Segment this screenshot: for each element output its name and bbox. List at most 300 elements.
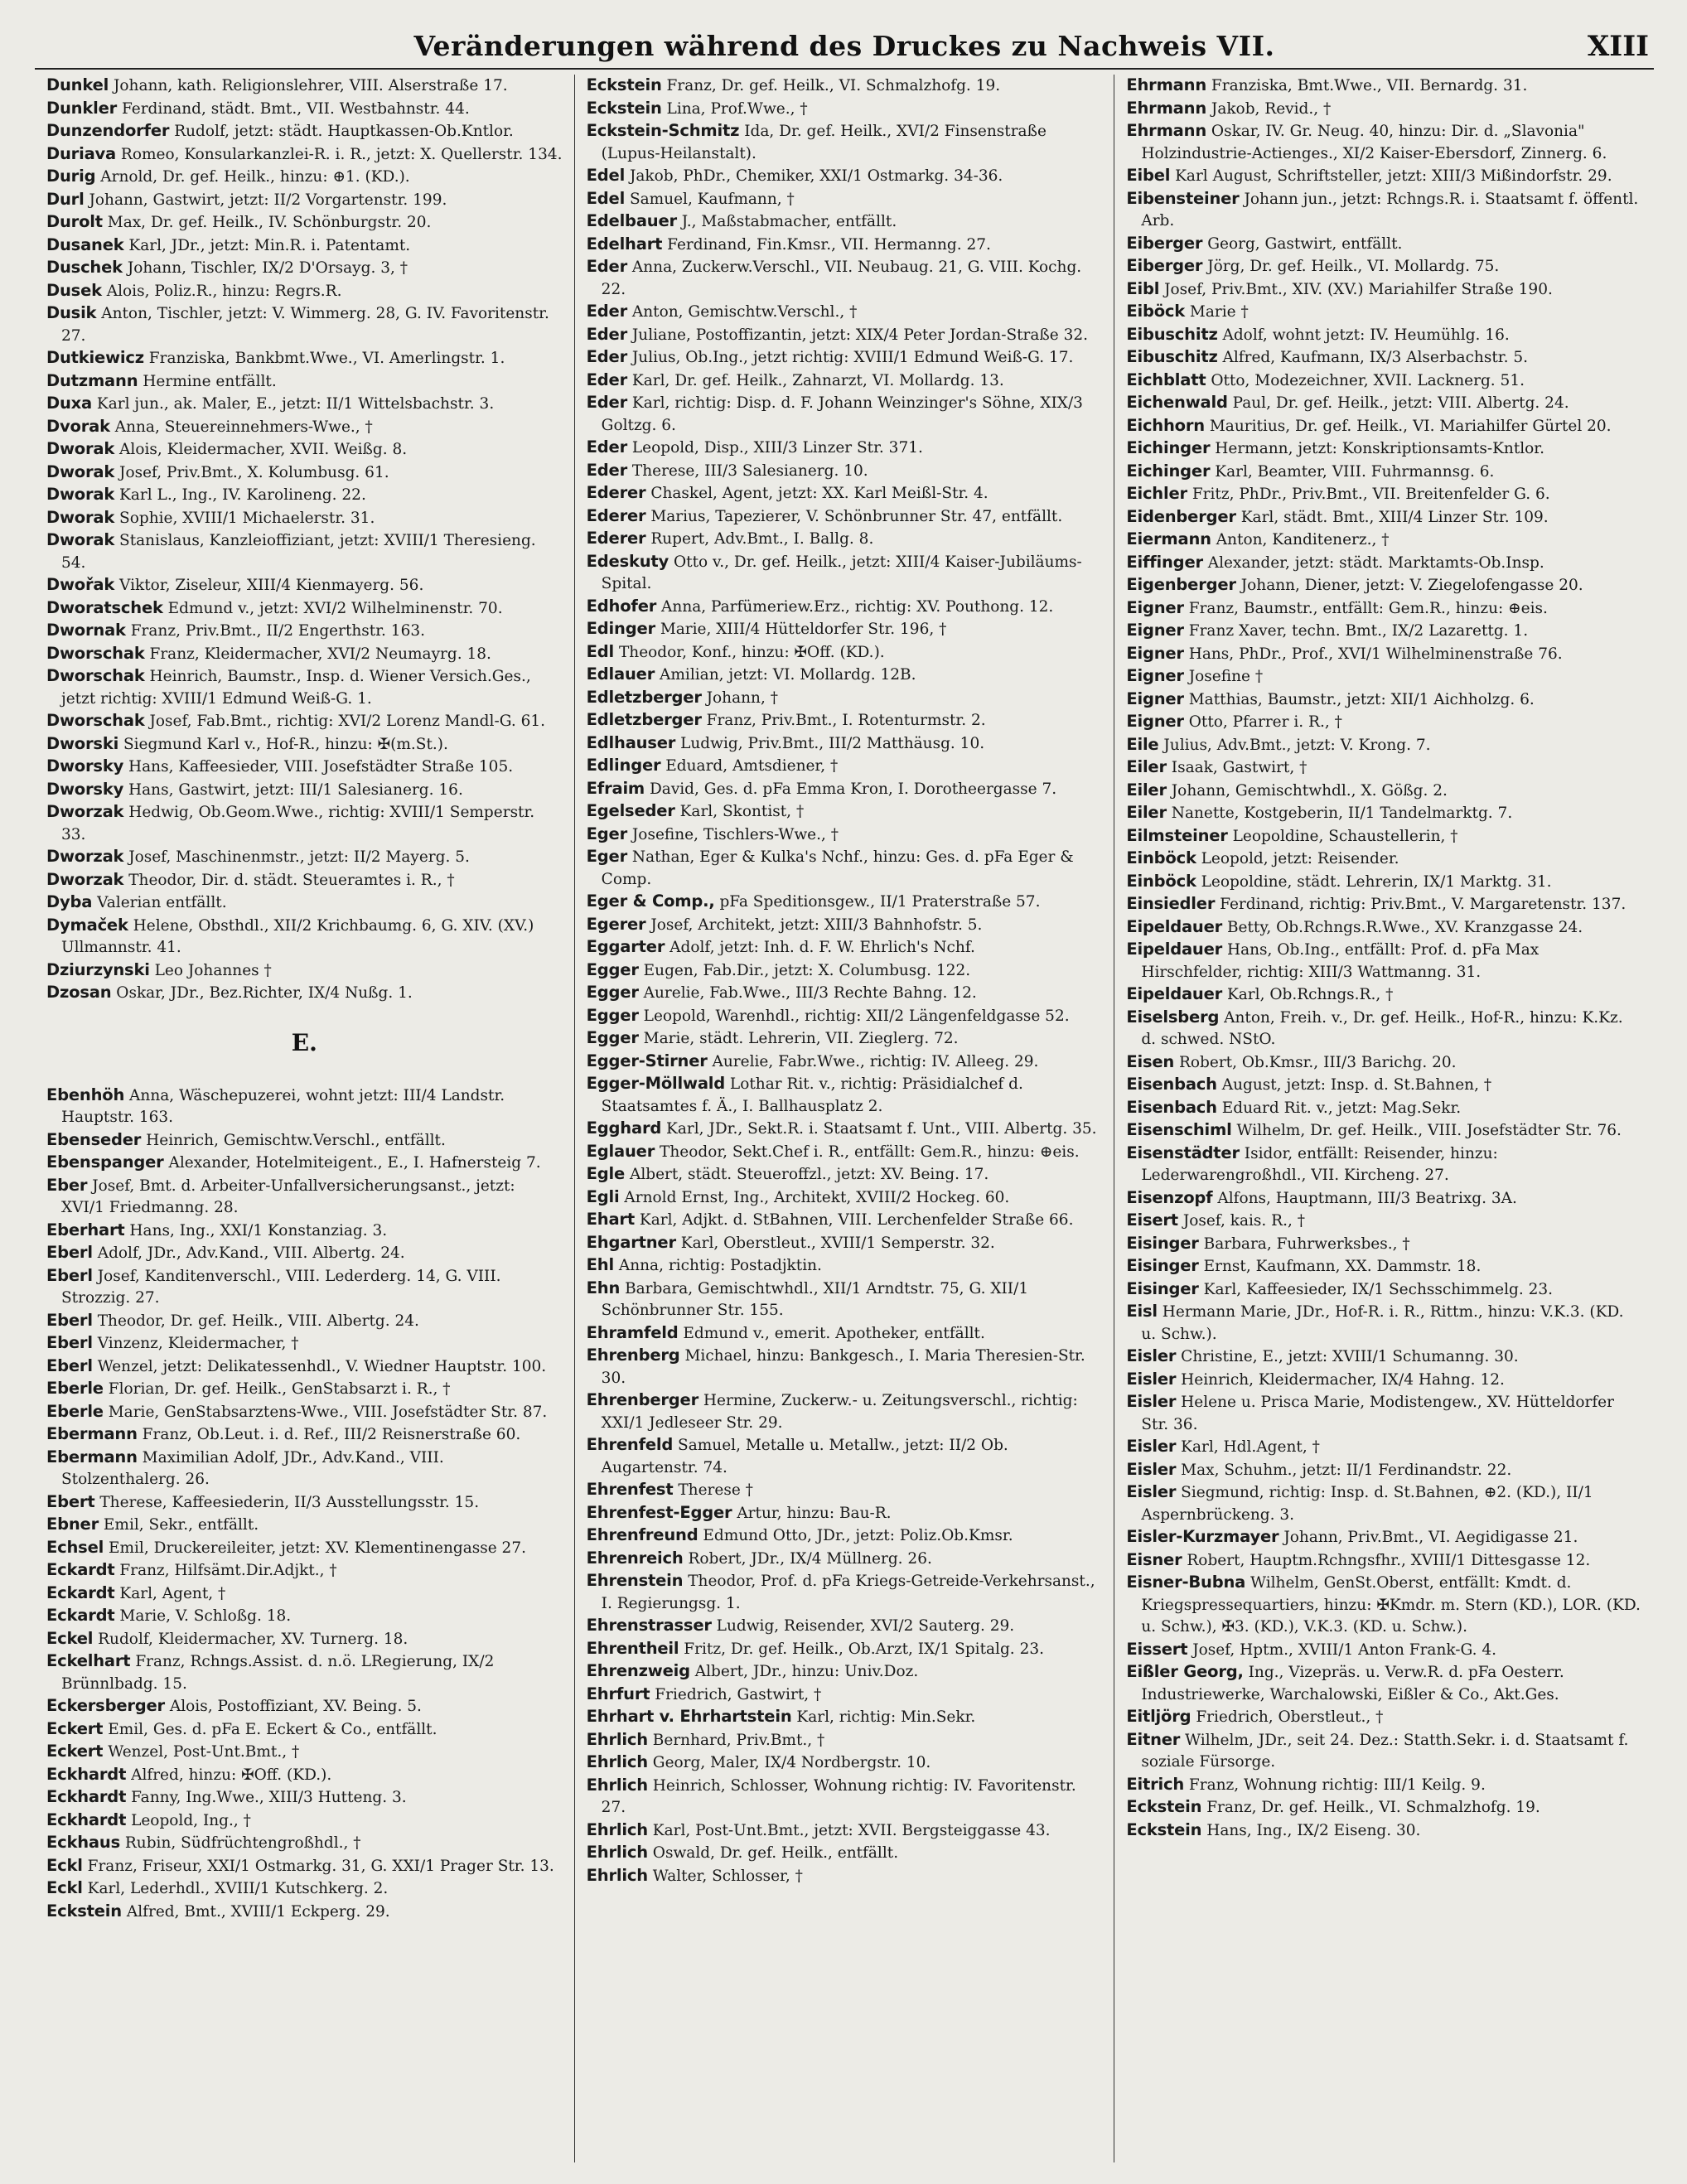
entry-name: Egger <box>586 1028 639 1047</box>
entry-name: Eisinger <box>1126 1278 1199 1298</box>
entry-text: Johann, † <box>706 689 778 707</box>
entry-text: Ludwig, Priv.Bmt., III/2 Matthäusg. 10. <box>680 734 985 752</box>
directory-entry <box>46 1559 563 1582</box>
entry-name: Durl <box>46 189 85 209</box>
directory-entry <box>46 1310 563 1333</box>
entry-text: Ferdinand, richtig: Priv.Bmt., V. Margaretenstr. 137. <box>1220 896 1627 913</box>
entry-name: Eckardt <box>46 1582 115 1602</box>
entry-name: Ehrfurt <box>586 1684 650 1703</box>
directory-entry <box>1126 1729 1642 1774</box>
entry-name: Eglauer <box>586 1141 655 1161</box>
directory-entry <box>46 779 563 802</box>
entry-text: Karl, Adjkt. d. StBahnen, VIII. Lerchenfelder Straße 66. <box>639 1211 1074 1229</box>
directory-entry <box>587 75 1103 98</box>
entry-name: Edeskuty <box>586 551 669 571</box>
directory-entry <box>1126 233 1642 256</box>
entry-text: Alexander, jetzt: städt. Marktamts-Ob.Insp. <box>1207 553 1544 572</box>
entry-name: Eiermann <box>1126 529 1211 548</box>
entry-name: Eiler <box>1126 803 1167 822</box>
directory-entry <box>1126 574 1642 597</box>
entry-name: Egle <box>586 1164 626 1183</box>
directory-entry <box>46 1786 563 1810</box>
entry-text: Franz, Dr. gef. Heilk., VI. Schmalzhofg. 19. <box>666 77 1001 94</box>
directory-entry <box>1126 780 1642 803</box>
page-header <box>35 28 1654 70</box>
entry-text: Ludwig, Reisender, XVI/2 Sauterg. 29. <box>716 1617 1015 1635</box>
entry-text: Marie, städt. Lehrerin, VII. Zieglerg. 72. <box>643 1030 959 1047</box>
entry-name: Eger <box>586 824 627 843</box>
directory-entry <box>587 1865 1103 1888</box>
entry-name: Eckert <box>46 1742 104 1761</box>
column-3 <box>1114 75 1654 2162</box>
entry-name: Eiffinger <box>1126 552 1203 572</box>
entry-text: Robert, JDr., IX/4 Müllnerg. 26. <box>688 1549 932 1568</box>
entry-name: Ehrenzweig <box>586 1661 690 1680</box>
entry-name: Duxa <box>46 394 93 413</box>
directory-entry <box>587 1073 1103 1118</box>
entry-name: Eisler <box>1126 1482 1177 1501</box>
entry-name: Eckert <box>46 1718 104 1738</box>
entry-name: Eißler Georg, <box>1126 1662 1244 1681</box>
directory-entry <box>1126 1526 1642 1549</box>
directory-entry <box>1126 916 1642 940</box>
directory-entry <box>1126 255 1642 278</box>
directory-entry <box>1126 1706 1642 1729</box>
entry-name: Einböck <box>1126 848 1196 867</box>
directory-entry <box>587 1775 1103 1819</box>
entry-text: Karl, JDr., jetzt: Min.R. i. Patentamt. <box>128 236 411 254</box>
entry-name: Eisinger <box>1126 1256 1199 1275</box>
entry-text: Wilhelm, Dr. gef. Heilk., VIII. Josefstädter Str. 76. <box>1236 1122 1622 1139</box>
column-2 <box>574 75 1114 2162</box>
entry-text: Hans, Ob.Ing., entfällt: Prof. d. pFa Max Hirschfelder, richtig: XIII/3 Wattmanng. 31. <box>1141 941 1540 981</box>
directory-entry <box>587 1548 1103 1571</box>
entry-name: Eilmsteiner <box>1126 825 1228 845</box>
directory-entry <box>46 280 563 303</box>
entry-name: Eder <box>586 302 627 321</box>
directory-entry <box>1126 1391 1642 1436</box>
entry-text: Helene, Obsthdl., XII/2 Krichbaumg. 6, G. XIV. (XV.) Ullmannstr. 41. <box>61 916 534 956</box>
directory-entry <box>587 346 1103 370</box>
entry-name: Durolt <box>46 212 103 231</box>
entry-name: Eiselsberg <box>1126 1007 1220 1027</box>
directory-entry <box>46 620 563 643</box>
directory-entry <box>46 733 563 756</box>
entry-name: Eibl <box>1126 278 1160 298</box>
directory-entry <box>46 1877 563 1901</box>
entry-text: Alois, Postoffiziant, XV. Being. 5. <box>169 1698 422 1715</box>
entry-name: Eisler <box>1126 1392 1177 1411</box>
entry-text: Karl L., Ing., IV. Karolineng. 22. <box>119 486 366 504</box>
entry-name: Dwořak <box>46 575 115 594</box>
entry-text: Wenzel, Post-Unt.Bmt., † <box>108 1743 300 1761</box>
entry-text: Alfred, Bmt., XVIII/1 Eckperg. 29. <box>126 1902 390 1921</box>
entry-text: Nathan, Eger & Kulka's Nchf., hinzu: Ges. d. pFa Eger & Comp. <box>601 848 1074 888</box>
entry-text: David, Ges. d. pFa Emma Kron, I. Dorotheergasse 7. <box>649 780 1057 798</box>
entry-text: Theodor, Prof. d. pFa Kriegs-Getreide-Verkehrsanst., I. Regierungsg. 1. <box>601 1573 1095 1612</box>
entry-name: Ehrenfreund <box>586 1525 698 1544</box>
directory-entry <box>1126 301 1642 324</box>
directory-entry <box>587 1118 1103 1141</box>
directory-entry <box>46 98 563 121</box>
entry-text: Josef, Hptm., XVIII/1 Anton Frank-G. 4. <box>1192 1640 1497 1659</box>
directory-entry <box>587 234 1103 257</box>
entry-text: Edmund Otto, JDr., jetzt: Poliz.Ob.Kmsr. <box>703 1527 1013 1544</box>
entry-text: August, jetzt: Insp. d. St.Bahnen, † <box>1221 1076 1492 1094</box>
entry-name: Eder <box>586 370 627 389</box>
directory-entry <box>46 597 563 621</box>
entry-name: Eckhaus <box>46 1833 120 1852</box>
directory-entry <box>1126 1007 1642 1051</box>
directory-entry <box>46 1514 563 1537</box>
entry-name: Ebert <box>46 1491 95 1511</box>
entry-text: Marie, GenStabsarztens-Wwe., VIII. Josefstädter Str. 87. <box>108 1403 548 1421</box>
entry-text: Franz, Priv.Bmt., II/2 Engerthstr. 163. <box>130 622 426 640</box>
entry-name: Eichinger <box>1126 461 1211 481</box>
entry-name: Eidenberger <box>1126 506 1236 526</box>
directory-entry <box>587 1051 1103 1074</box>
directory-entry <box>587 98 1103 121</box>
directory-entry <box>46 1605 563 1628</box>
entry-text: Albert, städt. Steueroffzl., jetzt: XV. Being. 17. <box>629 1166 989 1183</box>
directory-entry <box>587 1615 1103 1638</box>
entry-text: Paul, Dr. gef. Heilk., jetzt: VIII. Albertg. 24. <box>1232 394 1569 412</box>
entry-name: Eckhardt <box>46 1810 127 1829</box>
entry-text: Samuel, Kaufmann, † <box>629 190 795 208</box>
section-heading: E. <box>291 1028 317 1056</box>
directory-entry <box>1126 1143 1642 1187</box>
directory-entry <box>1126 1187 1642 1210</box>
entry-name: Eggarter <box>586 937 665 956</box>
directory-entry <box>587 778 1103 801</box>
directory-entry <box>587 687 1103 710</box>
entry-text: Heinrich, Gemischtw.Verschl., entfällt. <box>146 1131 446 1149</box>
entry-text: Franz, Wohnung richtig: III/1 Keilg. 9. <box>1188 1776 1486 1794</box>
directory-entry <box>46 1491 563 1515</box>
entry-name: Ederer <box>586 505 646 525</box>
directory-entry <box>587 324 1103 347</box>
entry-name: Dworak <box>46 485 115 504</box>
entry-text: Anton, Kanditenerz., † <box>1216 531 1390 548</box>
entry-name: Dworzak <box>46 802 124 821</box>
entry-text: Karl, Agent, † <box>119 1584 226 1602</box>
entry-text: Michael, hinzu: Bankgesch., I. Maria Theresien-Str. 30. <box>601 1347 1085 1387</box>
entry-text: Josef, Priv.Bmt., X. Kolumbusg. 61. <box>119 463 389 481</box>
entry-text: Oskar, JDr., Bez.Richter, IX/4 Nußg. 1. <box>116 984 413 1002</box>
entry-text: Artur, hinzu: Bau-R. <box>737 1504 892 1522</box>
entry-name: Ederer <box>586 483 646 502</box>
entry-text: Karl jun., ak. Maler, E., jetzt: II/1 Wittelsbachstr. 3. <box>96 395 495 413</box>
directory-entry <box>46 982 563 1005</box>
entry-text: Franz Xaver, techn. Bmt., IX/2 Lazarettg. 1. <box>1188 622 1529 640</box>
entry-name: Dworsky <box>46 756 124 776</box>
directory-entry <box>46 1764 563 1787</box>
entry-text: Romeo, Konsularkanzlei-R. i. R., jetzt: X. Quellerstr. 134. <box>120 145 563 163</box>
entry-name: Egger <box>586 983 639 1002</box>
entry-text: Alois, Kleidermacher, XVII. Weißg. 8. <box>119 441 408 458</box>
entry-text: Karl, richtig: Disp. d. F. Johann Weinzinger's Söhne, XIX/3 Goltzg. 6. <box>601 394 1083 434</box>
entry-name: Eisner-Bubna <box>1126 1573 1246 1592</box>
directory-entry <box>587 1322 1103 1346</box>
directory-entry <box>587 914 1103 937</box>
directory-entry <box>46 1901 563 1924</box>
entry-text: Albert, JDr., hinzu: Univ.Doz. <box>694 1663 919 1680</box>
directory-entry <box>46 1175 563 1220</box>
directory-entry <box>587 1479 1103 1502</box>
entry-name: Duriava <box>46 143 116 163</box>
entry-text: Adolf, wohnt jetzt: IV. Heumühlg. 16. <box>1222 326 1510 344</box>
directory-entry <box>1126 75 1642 98</box>
directory-entry <box>587 641 1103 664</box>
entry-name: Efraim <box>586 778 645 798</box>
directory-entry <box>587 1706 1103 1729</box>
entry-text: Nanette, Kostgeberin, II/1 Tandelmarktg. 7. <box>1171 805 1513 822</box>
directory-entry <box>1126 802 1642 825</box>
entry-name: Eisl <box>1126 1302 1158 1321</box>
entry-text: Eduard Rit. v., jetzt: Mag.Sekr. <box>1221 1099 1462 1117</box>
entry-text: Josef, Architekt, jetzt: XIII/3 Bahnhofstr. 5. <box>650 916 983 934</box>
entry-name: Eberhart <box>46 1220 125 1239</box>
entry-name: Dziurzynski <box>46 959 150 979</box>
directory-entry <box>1126 689 1642 712</box>
directory-entry <box>1126 188 1642 233</box>
entry-name: Dworschak <box>46 643 145 663</box>
entry-name: Eigner <box>1126 643 1184 663</box>
entry-name: Ehrenfest-Egger <box>586 1502 732 1522</box>
entry-text: Theodor, Dir. d. städt. Steueramtes i. R., † <box>128 871 455 889</box>
directory-entry <box>46 1695 563 1718</box>
directory-entry <box>1126 871 1642 894</box>
entry-name: Eichblatt <box>1126 370 1206 389</box>
entry-name: Eisner <box>1126 1549 1182 1569</box>
entry-name: Ehgartner <box>586 1232 676 1252</box>
directory-entry <box>1126 324 1642 347</box>
entry-text: Anna, Steuereinnehmers-Wwe., † <box>114 418 373 436</box>
entry-name: Einsiedler <box>1126 894 1216 913</box>
directory-entry <box>1126 461 1642 484</box>
entry-name: Eiberger <box>1126 233 1203 253</box>
entry-name: Ehrenberg <box>586 1346 680 1365</box>
entry-text: Josef, Fab.Bmt., richtig: XVI/2 Lorenz Mandl-G. 61. <box>149 713 545 730</box>
entry-text: Barbara, Fuhrwerksbes., † <box>1203 1235 1410 1253</box>
entry-name: Eisler <box>1126 1369 1177 1389</box>
entry-text: Franz, Rchngs.Assist. d. n.ö. LRegierung, IX/2 Brünnlbadg. 15. <box>61 1653 495 1693</box>
entry-name: Ehrmann <box>1126 121 1207 140</box>
directory-entry <box>46 665 563 710</box>
entry-name: Ebermann <box>46 1424 138 1443</box>
directory-entry <box>587 596 1103 619</box>
entry-text: Alois, Poliz.R., hinzu: Regrs.R. <box>106 282 342 300</box>
entry-name: Edlinger <box>586 756 661 775</box>
entry-name: Dzosan <box>46 983 112 1002</box>
directory-entry <box>46 507 563 530</box>
entry-text: Otto, Pfarrer i. R., † <box>1188 713 1342 731</box>
entry-text: Hermine, Zuckerw.- u. Zeitungsverschl., richtig: XXI/1 Jedleseer Str. 29. <box>601 1392 1078 1432</box>
entry-name: Edel <box>586 166 626 185</box>
directory-entry <box>587 482 1103 505</box>
entry-text: Viktor, Ziseleur, XIII/4 Kienmayerg. 56. <box>119 577 424 594</box>
entry-name: Eckardt <box>46 1606 115 1625</box>
entry-name: Ebner <box>46 1515 99 1534</box>
directory-entry <box>587 1278 1103 1322</box>
entry-text: Georg, Maler, IX/4 Nordbergstr. 10. <box>652 1754 931 1771</box>
directory-entry <box>46 1423 563 1447</box>
entry-name: Eissert <box>1126 1639 1188 1659</box>
entry-name: Eder <box>586 460 627 480</box>
entry-name: Ehrmann <box>1126 98 1207 118</box>
entry-name: Egger <box>586 1005 639 1025</box>
entry-name: Dvorak <box>46 416 110 436</box>
entry-name: Ederer <box>586 529 646 548</box>
directory-entry <box>587 732 1103 756</box>
entry-text: Jakob, Revid., † <box>1211 99 1332 118</box>
entry-text: Lothar Rit. v., richtig: Präsidialchef d. Staatsamtes f. Ä., I. Ballhausplatz 2. <box>601 1075 1023 1115</box>
directory-entry <box>1126 1774 1642 1797</box>
entry-name: Egger-Möllwald <box>586 1074 726 1093</box>
entry-name: Ehn <box>586 1278 621 1297</box>
directory-entry <box>587 370 1103 393</box>
entry-text: Jörg, Dr. gef. Heilk., VI. Mollardg. 75. <box>1207 258 1500 275</box>
directory-entry <box>1126 552 1642 575</box>
entry-text: Fritz, PhDr., Priv.Bmt., VII. Breitenfelder G. 6. <box>1192 486 1550 503</box>
directory-entry <box>46 1152 563 1175</box>
entry-name: Edlauer <box>586 664 655 684</box>
entry-text: Rudolf, jetzt: städt. Hauptkassen-Ob.Kntlor. <box>174 123 514 140</box>
entry-name: Egger <box>586 959 639 979</box>
directory-entry <box>1126 120 1642 165</box>
entry-name: Ehrenstein <box>586 1571 684 1590</box>
entry-name: Duschek <box>46 258 123 277</box>
entry-name: Eckhardt <box>46 1787 127 1806</box>
directory-entry <box>587 1752 1103 1775</box>
directory-entry <box>587 982 1103 1005</box>
entry-text: Leopoldine, städt. Lehrerin, IX/1 Marktg. 31. <box>1201 872 1552 891</box>
directory-entry <box>587 1254 1103 1278</box>
entry-text: Ernst, Kaufmann, XX. Dammstr. 18. <box>1203 1258 1482 1275</box>
entry-text: Johann, Tischler, IX/2 D'Orsayg. 3, † <box>127 259 408 277</box>
entry-text: Josefine, Tischlers-Wwe., † <box>631 825 839 843</box>
directory-entry <box>587 437 1103 460</box>
entry-text: Chaskel, Agent, jetzt: XX. Karl Meißl-Str. 4. <box>650 485 989 502</box>
directory-entry <box>587 1186 1103 1210</box>
directory-entry <box>587 1638 1103 1661</box>
directory-entry <box>46 1265 563 1310</box>
entry-name: Eder <box>586 257 627 276</box>
entry-text: Theodor, Dr. gef. Heilk., VIII. Albertg. 24. <box>97 1312 419 1330</box>
entry-name: Dworak <box>46 439 115 458</box>
entry-text: Wilhelm, GenSt.Oberst, entfällt: Kmdt. d. Kriegspressequartiers, hinzu: ✠Kmdr. m. Stern (KD.), LOR. (KD. u. Schw.), ✠3. (KD.), V.K.3. (KD. u. Schw.). <box>1141 1574 1641 1636</box>
entry-text: Karl, richtig: Min.Sekr. <box>796 1708 976 1726</box>
entry-text: Ferdinand, städt. Bmt., VII. Westbahnstr. 44. <box>121 99 470 118</box>
entry-text: Alfred, Kaufmann, IX/3 Alserbachstr. 5. <box>1222 349 1529 366</box>
entry-text: Theodor, Konf., hinzu: ✠Off. (KD.). <box>618 643 885 661</box>
entry-name: Eckersberger <box>46 1696 165 1715</box>
directory-entry <box>587 528 1103 551</box>
entry-text: Anton, Freih. v., Dr. gef. Heilk., Hof-R., hinzu: K.Kz. d. schwed. NStO. <box>1141 1008 1623 1048</box>
entry-name: Dunkler <box>46 98 118 118</box>
directory-entry <box>46 211 563 234</box>
directory-entry <box>1126 1819 1642 1843</box>
directory-entry <box>1126 1346 1642 1369</box>
entry-name: Egerer <box>586 914 646 934</box>
entry-text: Johann, Gastwirt, jetzt: II/2 Vorgartenstr. 199. <box>89 191 447 209</box>
directory-entry <box>587 551 1103 596</box>
entry-name: Dusanek <box>46 234 124 254</box>
entry-text: Wilhelm, JDr., seit 24. Dez.: Statth.Sekr. i. d. Staatsamt f. soziale Fürsorge. <box>1141 1731 1629 1771</box>
entry-name: Dunkel <box>46 75 109 94</box>
directory-entry <box>1126 734 1642 757</box>
entry-text: Hans, Ing., XXI/1 Konstanziag. 3. <box>129 1221 388 1239</box>
entry-text: Heinrich, Kleidermacher, IX/4 Hahng. 12. <box>1181 1370 1505 1389</box>
directory-entry <box>1126 1572 1642 1639</box>
entry-name: Eiler <box>1126 757 1167 776</box>
entry-name: Eigner <box>1126 621 1184 640</box>
entry-text: Rudolf, Kleidermacher, XV. Turnerg. 18. <box>98 1630 408 1648</box>
directory-entry <box>46 1650 563 1695</box>
entry-text: Karl, JDr., Sekt.R. i. Staatsamt f. Unt., VIII. Albertg. 35. <box>666 1120 1097 1138</box>
directory-entry <box>587 1345 1103 1389</box>
directory-entry <box>46 1401 563 1424</box>
entry-text: Karl, Hdl.Agent, † <box>1181 1438 1320 1456</box>
entry-name: Ebenspanger <box>46 1152 164 1172</box>
directory-entry <box>46 1855 563 1878</box>
entry-name: Edelhart <box>586 234 663 254</box>
entry-text: Emil, Druckereileiter, jetzt: XV. Klementinengasse 27. <box>108 1539 526 1557</box>
entry-text: Johann, kath. Religionslehrer, VIII. Alserstraße 17. <box>114 77 508 94</box>
entry-text: Anna, Zuckerw.Verschl., VII. Neubaug. 21, G. VIII. Kochg. 22. <box>601 259 1082 298</box>
entry-text: Leopoldine, Schaustellerin, † <box>1232 827 1458 845</box>
directory-entry <box>46 869 563 892</box>
entry-text: Karl, Ob.Rchngs.R., † <box>1226 986 1394 1003</box>
entry-name: Edinger <box>586 619 655 638</box>
entry-name: Eder <box>586 347 627 366</box>
directory-entry <box>1126 1796 1642 1819</box>
directory-entry <box>46 370 563 394</box>
entry-text: Juliane, Postoffizantin, jetzt: XIX/4 Peter Jordan-Straße 32. <box>631 326 1089 344</box>
entry-text: Alexander, Hotelmiteigent., E., I. Hafnersteig 7. <box>168 1154 541 1172</box>
entry-text: Karl, Oberstleut., XVIII/1 Semperstr. 32. <box>680 1234 995 1252</box>
entry-name: Eiböck <box>1126 302 1186 321</box>
column-1 <box>35 75 574 2162</box>
page-title: Veränderungen während des Druckes zu Nachweis VII. <box>413 30 1275 62</box>
entry-text: Otto, Modezeichner, XVII. Lacknerg. 51. <box>1211 371 1525 389</box>
entry-text: Christine, E., jetzt: XVIII/1 Schumanng. 30. <box>1181 1348 1519 1365</box>
entry-text: Marie, XIII/4 Hütteldorfer Str. 196, † <box>660 621 947 638</box>
directory-entry <box>587 824 1103 847</box>
directory-entry <box>587 1141 1103 1164</box>
directory-entry <box>1126 1301 1642 1346</box>
entry-name: Ehrenstrasser <box>586 1616 712 1635</box>
entry-text: Karl, städt. Bmt., XIII/4 Linzer Str. 109. <box>1240 508 1549 526</box>
entry-text: Franz, Ob.Leut. i. d. Ref., III/2 Reisnerstraße 60. <box>142 1426 521 1443</box>
directory-entry <box>46 1741 563 1764</box>
entry-text: Leopold, Disp., XIII/3 Linzer Str. 371. <box>631 439 923 457</box>
entry-name: Dutzmann <box>46 370 138 390</box>
entry-name: Eder <box>586 324 627 344</box>
entry-text: Robert, Hauptm.Rchngsfhr., XVIII/1 Dittesgasse 12. <box>1187 1551 1591 1569</box>
directory-entry <box>46 1242 563 1265</box>
directory-entry <box>587 505 1103 529</box>
entry-text: Siegmund, richtig: Insp. d. St.Bahnen, ⊕2. (KD.), II/1 Aspernbrückeng. 3. <box>1141 1484 1593 1524</box>
directory-entry <box>587 460 1103 483</box>
entry-name: Edlhauser <box>586 732 676 752</box>
entry-text: Arnold, Dr. gef. Heilk., hinzu: ⊕1. (KD.). <box>100 168 410 186</box>
directory-entry <box>1126 1233 1642 1256</box>
directory-entry <box>587 846 1103 891</box>
directory-entry <box>1126 620 1642 643</box>
entry-text: Leopold, Warenhdl., richtig: XII/2 Längenfeldgasse 52. <box>643 1007 1070 1025</box>
entry-text: Bernhard, Priv.Bmt., † <box>652 1731 825 1749</box>
